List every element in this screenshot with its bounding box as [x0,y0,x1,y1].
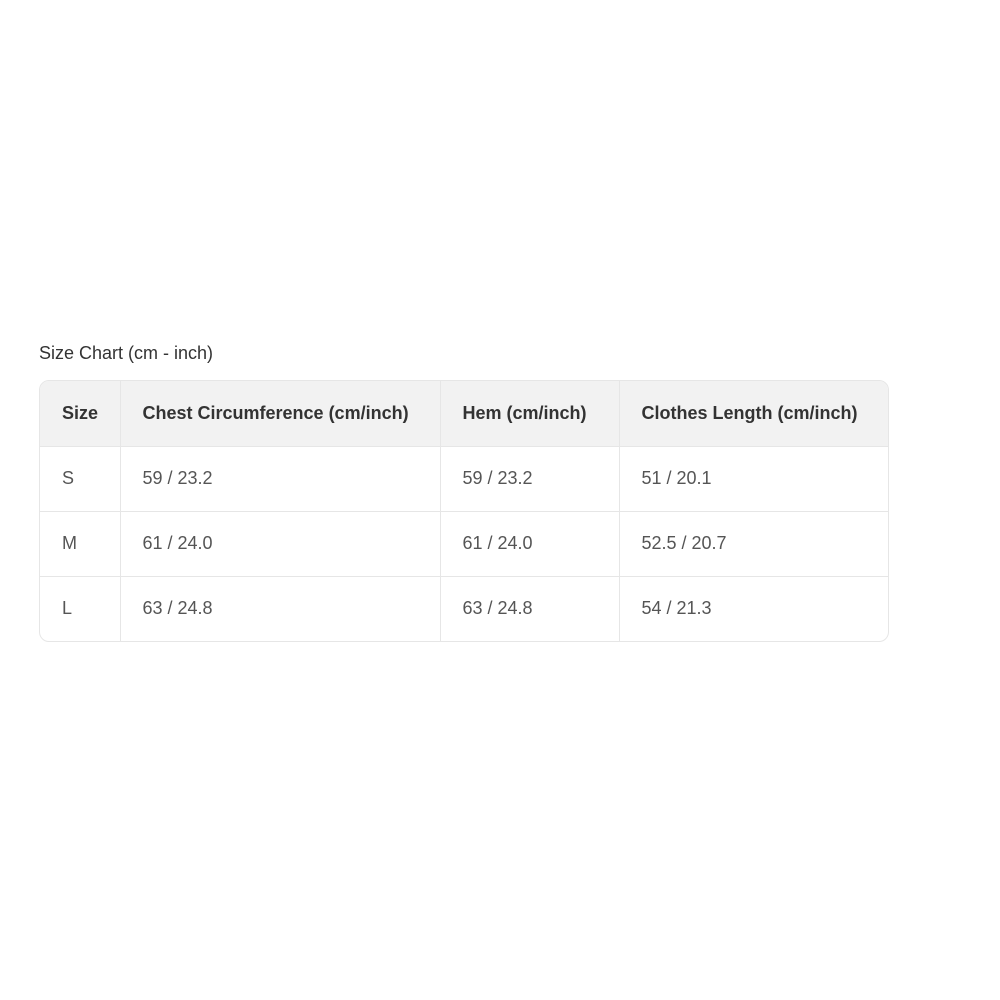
cell-hem: 61 / 24.0 [440,511,619,576]
table-row [40,576,888,641]
cell-chest: 63 / 24.8 [120,576,440,641]
cell-hem: 63 / 24.8 [440,576,619,641]
header-size: Size [40,381,120,446]
cell-size: L [40,576,120,641]
cell-length: 54 / 21.3 [619,576,888,641]
cell-hem: 59 / 23.2 [440,446,619,511]
header-clothes-length: Clothes Length (cm/inch) [619,381,888,446]
cell-length: 51 / 20.1 [619,446,888,511]
cell-length: 52.5 / 20.7 [619,511,888,576]
header-hem: Hem (cm/inch) [440,381,619,446]
cell-size: S [62,468,75,488]
header-chest-circumference: Chest Circumference (cm/inch) [120,381,440,446]
size-chart-table [40,381,888,641]
table-header-row [40,381,888,446]
cell-chest: 59 / 23.2 [120,446,440,511]
table-row [40,446,888,511]
cell-chest: 61 / 24.0 [120,511,440,576]
size-chart-title: Size Chart (cm - inch) [39,343,214,363]
size-chart-table-container [39,380,889,642]
cell-size: M [40,511,120,576]
table-row [40,511,888,576]
